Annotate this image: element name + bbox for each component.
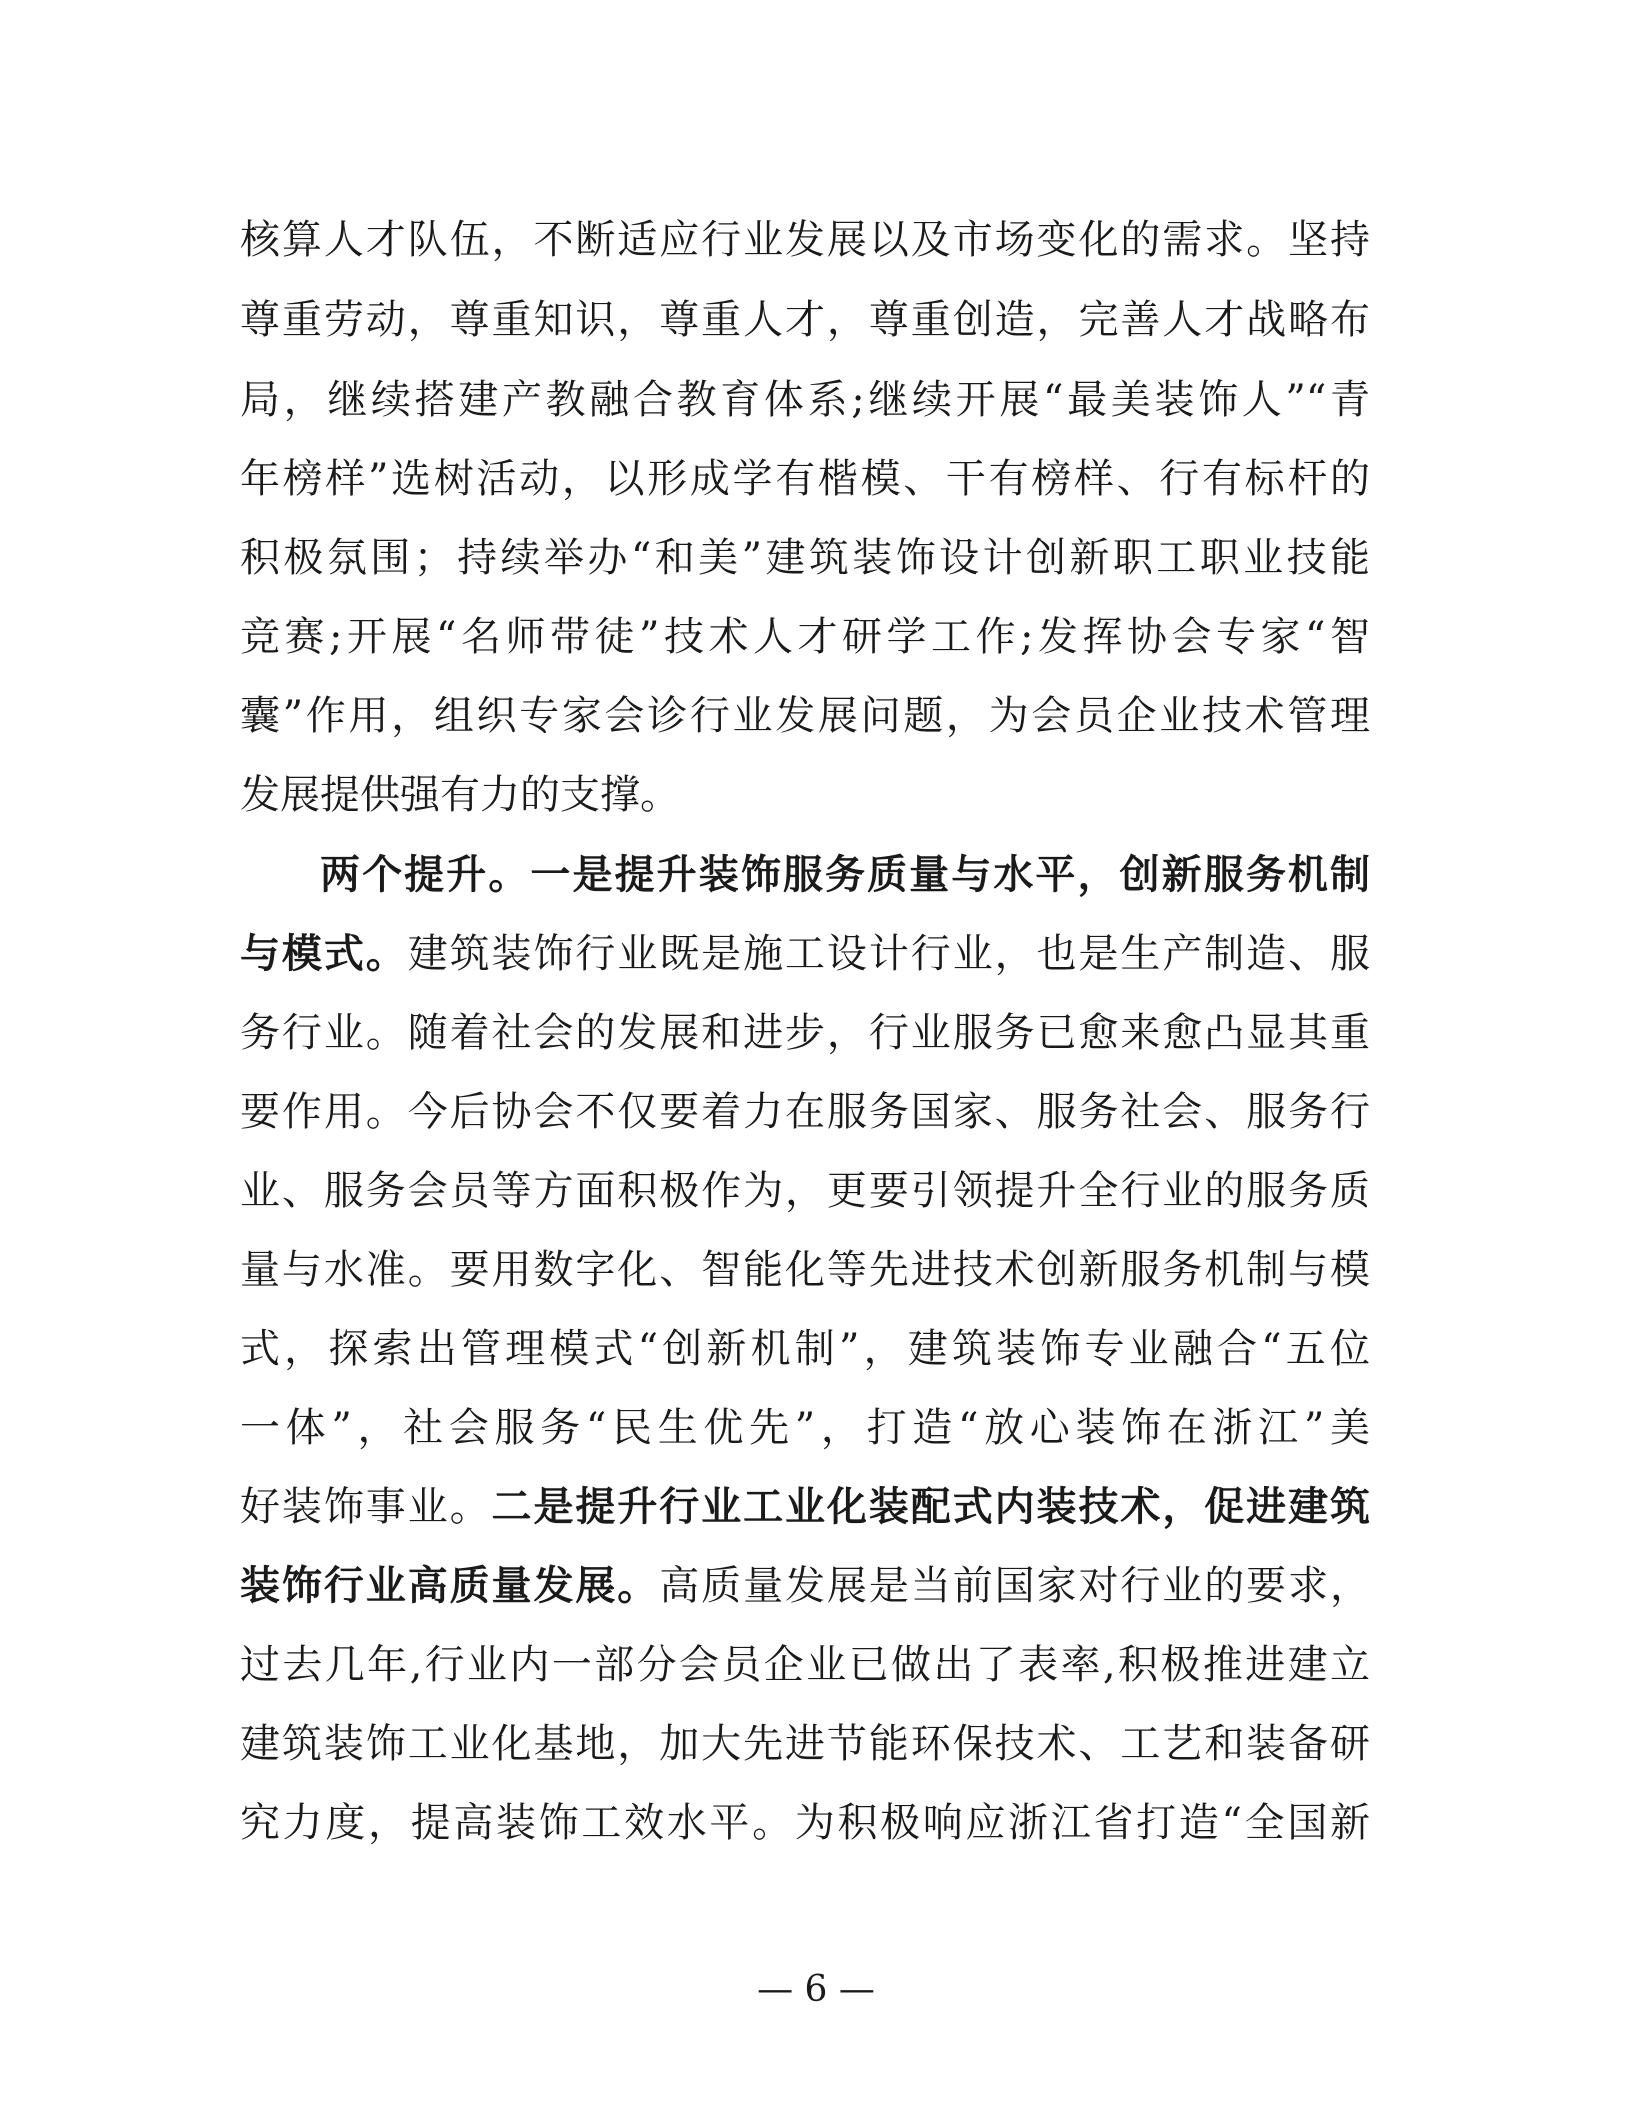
text-line: 务行业。随着社会的发展和进步，行业服务已愈来愈凸显其重	[240, 1010, 1370, 1056]
text-line: 核算人才队伍，不断适应行业发展以及市场变化的需求。坚持	[240, 217, 1370, 263]
text-line	[240, 1477, 1370, 1537]
text-line: 局，继续搭建产教融合教育体系;继续开展“最美装饰人”“青	[240, 377, 1370, 423]
bold-heading-text: 二是提升行业工业化装配式内装技术，促进建筑	[491, 1483, 1371, 1530]
text-line: 建筑装饰工业化基地，加大先进节能环保技术、工艺和装备研	[240, 1721, 1370, 1767]
bold-heading-line: 两个提升。一是提升装饰服务质量与水平，创新服务机制	[320, 851, 1370, 898]
bold-heading-text: 与模式。	[240, 930, 408, 977]
text-line: 发展提供强有力的支撑。	[240, 772, 680, 818]
body-text: 好装饰事业。	[240, 1484, 492, 1530]
text-line: 积极氛围；持续举办“和美”建筑装饰设计创新职工职业技能	[240, 535, 1370, 581]
page-number: — 6 —	[757, 1969, 875, 2010]
text-line: 业、服务会员等方面积极作为，更要引领提升全行业的服务质	[240, 1168, 1370, 1214]
text-line	[240, 1556, 1370, 1616]
text-line: 竞赛;开展“名师带徒”技术人才研学工作;发挥协会专家“智	[240, 614, 1370, 660]
text-line: 尊重劳动，尊重知识，尊重人才，尊重创造，完善人才战略布	[240, 297, 1370, 343]
text-line	[240, 924, 1370, 984]
text-line: 要作用。今后协会不仅要着力在服务国家、服务社会、服务行	[240, 1089, 1370, 1135]
text-line: 年榜样”选树活动，以形成学有楷模、干有榜样、行有标杆的	[240, 456, 1370, 502]
text-line: 量与水准。要用数字化、智能化等先进技术创新服务机制与模	[240, 1247, 1370, 1293]
bold-heading-text: 装饰行业高质量发展。	[240, 1562, 660, 1609]
text-line: 囊”作用，组织专家会诊行业发展问题，为会员企业技术管理	[240, 693, 1370, 739]
body-text: 高质量发展是当前国家对行业的要求，	[659, 1563, 1371, 1609]
text-line: 式，探索出管理模式“创新机制”，建筑装饰专业融合“五位	[240, 1326, 1370, 1372]
body-text: 建筑装饰行业既是施工设计行业，也是生产制造、服	[407, 931, 1371, 977]
text-line: 一体”，社会服务“民生优先”，打造“放心装饰在浙江”美	[240, 1405, 1370, 1451]
text-line: 过去几年,行业内一部分会员企业已做出了表率,积极推进建立	[240, 1642, 1370, 1688]
text-line: 究力度，提高装饰工效水平。为积极响应浙江省打造“全国新	[240, 1800, 1370, 1846]
